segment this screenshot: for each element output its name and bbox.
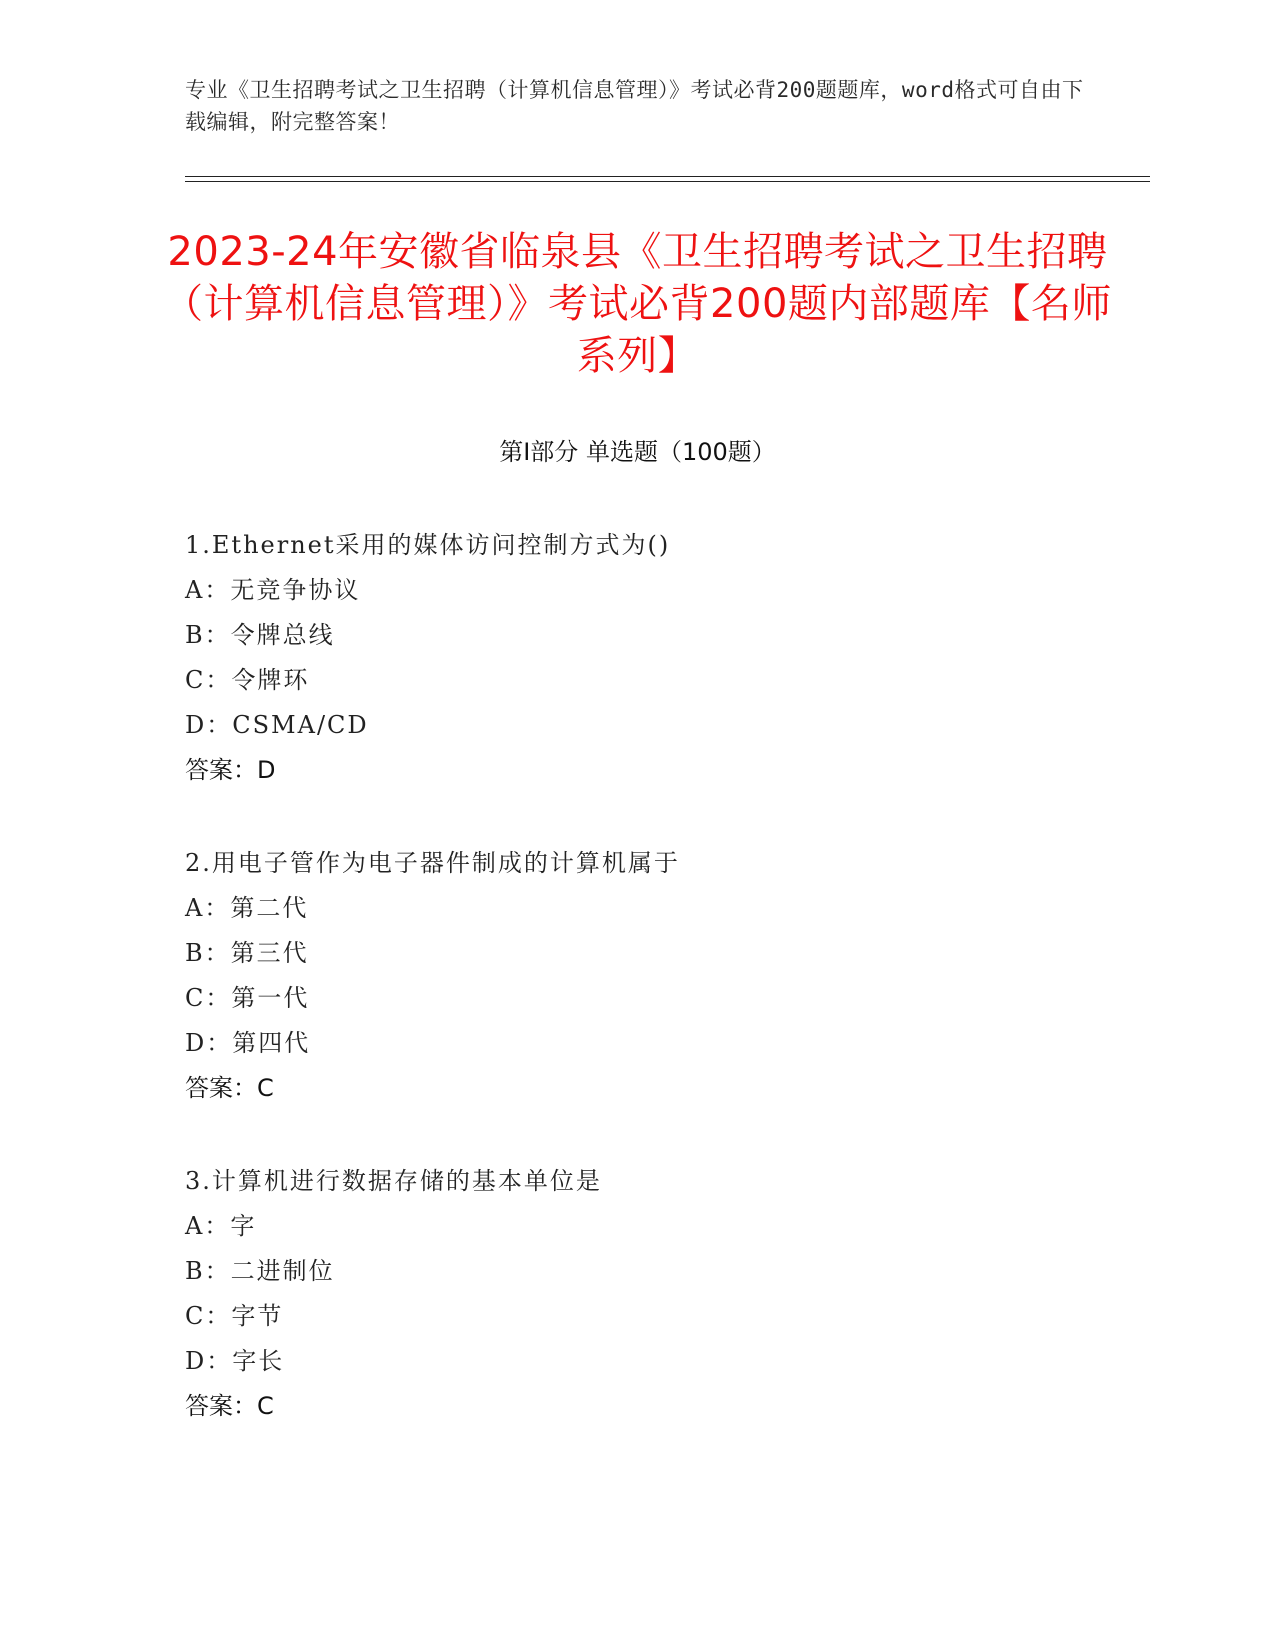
header-divider-bottom [185, 181, 1150, 182]
option-b: B：第三代 [185, 939, 309, 967]
document-title: 2023-24年安徽省临泉县《卫生招聘考试之卫生招聘（计算机信息管理）》考试必背200题内部题库【名师系列】 [163, 229, 1112, 379]
question-text: 2.用电子管作为电子器件制成的计算机属于 [185, 849, 680, 877]
question-text: 3.计算机进行数据存储的基本单位是 [185, 1167, 602, 1195]
option-b: B：二进制位 [185, 1257, 335, 1285]
question-block [185, 841, 1085, 1111]
option-b: B：令牌总线 [185, 621, 335, 649]
option-a: A：字 [185, 1212, 257, 1240]
question-text: 1.Ethernet采用的媒体访问控制方式为() [185, 531, 671, 559]
answer: 答案：D [185, 756, 276, 784]
option-d: D：CSMA/CD [185, 711, 369, 739]
answer: 答案：C [185, 1392, 274, 1420]
header-divider-top [185, 176, 1150, 177]
option-a: A：第二代 [185, 894, 309, 922]
question-block [185, 523, 1085, 793]
option-d: D：字长 [185, 1347, 285, 1375]
option-c: C：第一代 [185, 984, 310, 1012]
answer: 答案：C [185, 1074, 274, 1102]
option-c: C：令牌环 [185, 666, 310, 694]
option-a: A：无竞争协议 [185, 576, 361, 604]
option-c: C：字节 [185, 1302, 284, 1330]
section-title: 第I部分 单选题（100题） [499, 438, 776, 466]
question-block [185, 1159, 1085, 1429]
option-d: D：第四代 [185, 1029, 311, 1057]
header-note: 专业《卫生招聘考试之卫生招聘（计算机信息管理）》考试必背200题题库，word格式可自由下载编辑，附完整答案！ [185, 78, 1084, 134]
